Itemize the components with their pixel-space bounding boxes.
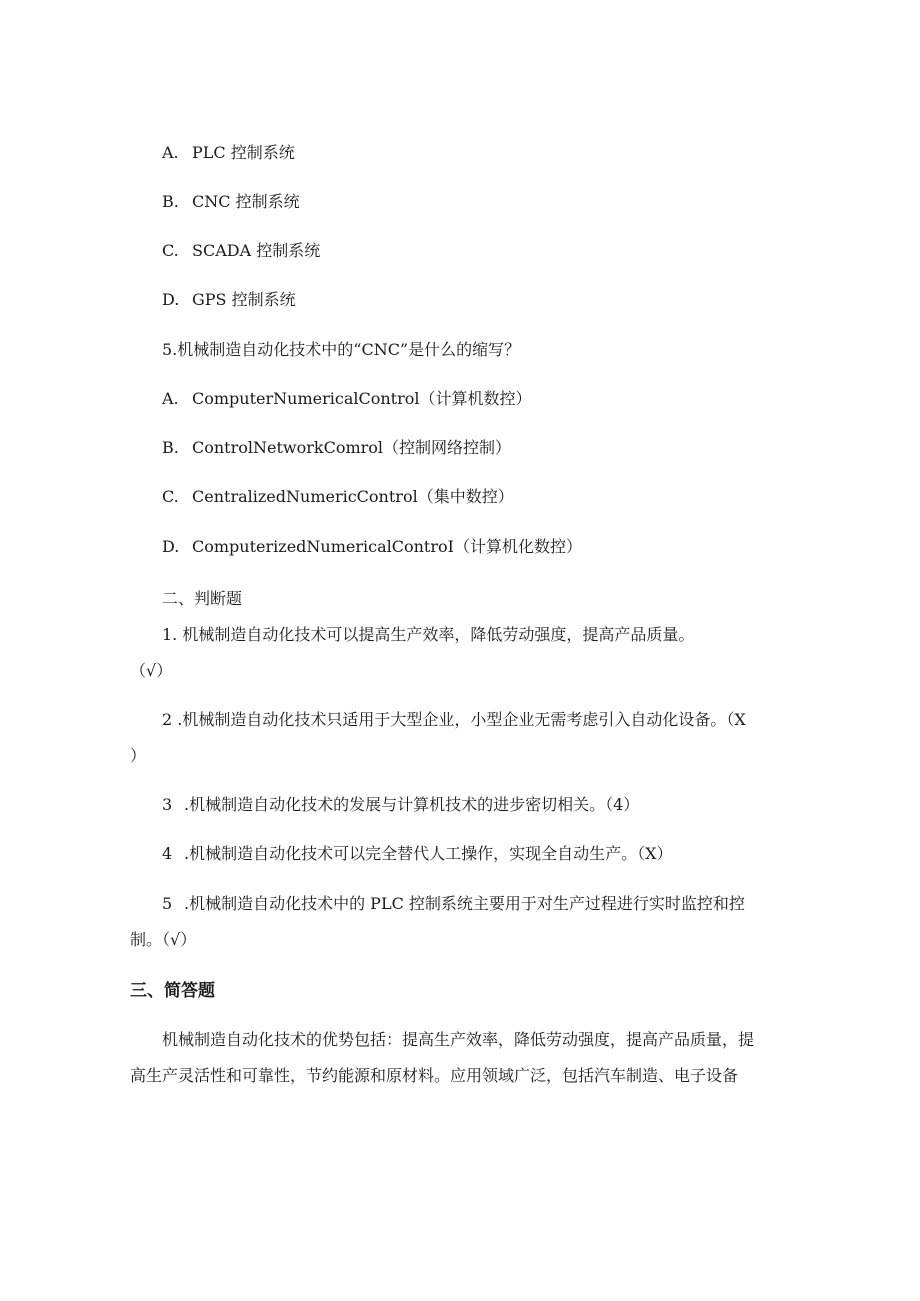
q4-option-b	[162, 191, 300, 213]
tf-item-2-line1: 2 .机械制造自动化技术只适用于大型企业，小型企业无需考虑引入自动化设备。（X	[162, 710, 746, 729]
tf-item-5-line1	[162, 893, 745, 915]
tf-item-2-line2: ）	[130, 746, 147, 765]
option-text: ComputerNumericalControl（计算机数控）	[192, 389, 532, 408]
option-letter: B.	[162, 192, 179, 211]
option-letter: B.	[162, 438, 179, 457]
tf-item-5-line2: 制。（√）	[130, 930, 197, 949]
q5-option-a	[162, 388, 531, 410]
tf-item-number: 3	[162, 795, 173, 814]
q5-option-c	[162, 486, 514, 508]
option-letter: D.	[162, 290, 180, 309]
option-text: ComputerizedNumericalControI（计算机化数控）	[192, 537, 582, 556]
option-letter: A.	[162, 143, 179, 162]
option-letter: C.	[162, 487, 179, 506]
tf-item-text: .机械制造自动化技术可以完全替代人工操作，实现全自动生产。（X）	[184, 844, 673, 863]
q5-option-b	[162, 437, 511, 459]
section-3-title: 三、简答题	[130, 981, 215, 1001]
tf-item-1-line1: 1. 机械制造自动化技术可以提高生产效率，降低劳动强度，提高产品质量。	[162, 625, 695, 644]
option-text: ControlNetworkComrol（控制网络控制）	[192, 438, 512, 457]
option-text: CentralizedNumericControl（集中数控）	[192, 487, 514, 506]
q4-option-a	[162, 142, 295, 164]
option-text: PLC 控制系统	[192, 143, 295, 162]
tf-item-1-line2: （√）	[130, 661, 173, 680]
q4-option-d	[162, 289, 296, 311]
tf-item-number: 4	[162, 844, 173, 863]
answer-paragraph-line1: 机械制造自动化技术的优势包括：提高生产效率，降低劳动强度，提高产品质量，提	[162, 1030, 755, 1049]
tf-item-4	[162, 843, 672, 865]
option-text: CNC 控制系统	[192, 192, 300, 211]
tf-item-number: 5	[162, 894, 173, 913]
tf-item-3	[162, 794, 639, 816]
q5-option-d	[162, 536, 582, 558]
section-2-title: 二、判断题	[162, 589, 243, 608]
option-letter: D.	[162, 537, 180, 556]
option-letter: A.	[162, 389, 179, 408]
option-text: GPS 控制系统	[192, 290, 296, 309]
option-text: SCADA 控制系统	[192, 241, 321, 260]
option-letter: C.	[162, 241, 179, 260]
tf-item-text: .机械制造自动化技术的发展与计算机技术的进步密切相关。（4）	[184, 795, 640, 814]
q5-question: 5.机械制造自动化技术中的“CNC”是什么的缩写？	[162, 340, 521, 359]
tf-item-text: .机械制造自动化技术中的 PLC 控制系统主要用于对生产过程进行实时监控和控	[184, 894, 745, 913]
q4-option-c	[162, 240, 320, 262]
answer-paragraph-line2: 高生产灵活性和可靠性，节约能源和原材料。应用领域广泛，包括汽车制造、电子设备	[130, 1066, 739, 1085]
